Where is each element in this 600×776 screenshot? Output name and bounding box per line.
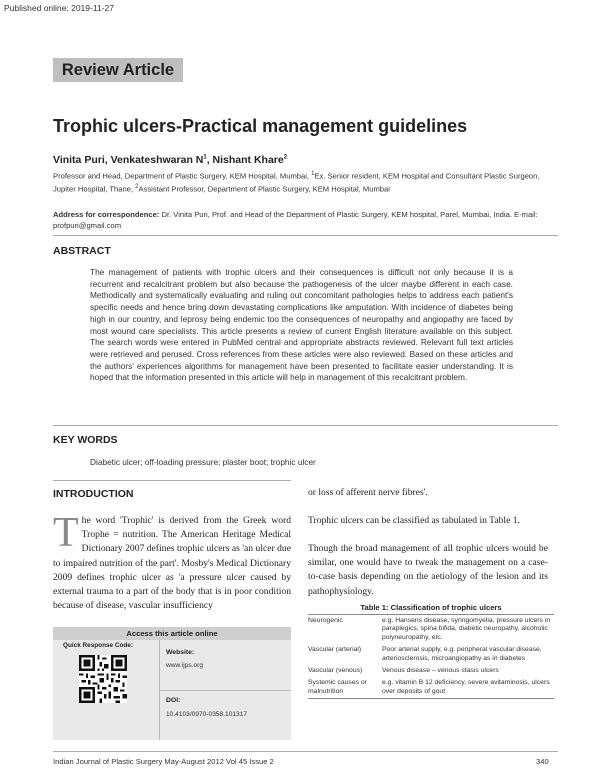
keywords-text: Diabetic ulcer; off-loading pressure; plaster boot; trophic ulcer: [90, 457, 316, 467]
intro-paragraph-1: [53, 510, 291, 613]
intro-paragraph-1-continued: or loss of afferent nerve fibres'.: [308, 487, 428, 498]
website-label: Website:: [166, 649, 195, 656]
drop-cap: T: [53, 510, 79, 556]
address-text: Dr. Vinita Puri, Prof. and Head of the Department of Plastic Surgery, KEM hospital, Parel, Mumbai, India. E-mail: profpuri@gmail.com: [53, 210, 538, 231]
classification-table: [308, 614, 554, 699]
access-box: [53, 627, 291, 740]
table-row: [308, 677, 554, 698]
divider: [53, 425, 558, 426]
table-cell-type: Vascular (arterial): [308, 646, 362, 654]
intro-p1-text: he word 'Trophic' is derived from the Greek word Trophe = nutrition. The American Heritage Medical Dictionary 2007 defines trophic ulcers as 'an ulcer due to impaired nutrition of the part'. Mosby's Medical Dictionary 2009 defines trophic ulcer as 'a pressure ulcer caused by external trauma to a part of the body that is in poor condition because of disease, vascular insufficiency: [53, 515, 291, 612]
table-row: [308, 665, 554, 677]
box-divider-horizontal: [159, 690, 291, 691]
table-cell-example: Poor arterial supply, e.g. peripheral vascular disease, arteriosclerosis, microangiopathy as in diabetes: [382, 646, 542, 662]
article-title: Trophic ulcers-Practical management guidelines: [53, 116, 468, 136]
author-3-sup: 2: [283, 154, 288, 161]
abstract-text: The management of patients with trophic ulcers and their consequences is difficult not only because it is a recurrent and recalcitrant problem but also because the pathogenesis of the ulcer maybe different in each case. Methodically and systematically evaluating and ruling out concomitant pathologies helps to address each patient's specific needs and hence bring down devastating complications like amputation. With incidence of diabetes being high in our country, and leprosy being endemic too the consequences of neuropathy and angiopathy are faced by most wound care specialists. This article presents a review of current English literature available on this subject. The search words were entered in PubMed central and appropriate abstracts reviewed. Relevant full text articles were retrieved and perused. Cross references from these articles were also reviewed. Based on these articles and the authors' experiences algorithms for management have been presented to facilitate easier understanding. It is hoped that the information presented in this article will help in management of this recalcitrant problem.: [90, 267, 513, 383]
page-number: 340: [536, 757, 549, 766]
divider: [53, 235, 558, 236]
table-cell-example: Venous disease – venous stasis ulcers: [382, 667, 499, 675]
divider: [53, 480, 291, 481]
author-2-sup: 1: [203, 154, 207, 161]
affil-part-3: Assistant Professor, Department of Plastic Surgery, KEM Hospital, Mumbai: [138, 184, 390, 194]
table-cell-type: Neurogenic: [308, 617, 343, 624]
introduction-heading: INTRODUCTION: [53, 488, 134, 500]
qr-label: Quick Response Code:: [63, 642, 133, 649]
table-cell-type: Vascular (venous): [308, 667, 363, 675]
table-title: Table 1: Classification of trophic ulcers: [360, 603, 502, 612]
affiliations: [53, 169, 558, 195]
abstract-heading: ABSTRACT: [53, 245, 111, 257]
affil-part-1: Professor and Head, Department of Plastic Surgery, KEM Hospital, Mumbai,: [53, 171, 312, 181]
intro-paragraph-2: Trophic ulcers can be classified as tabulated in Table 1.: [308, 515, 520, 526]
footer-divider: [53, 751, 558, 752]
affil-sup-2: 2: [135, 183, 139, 190]
qr-code-icon[interactable]: [79, 655, 127, 703]
affil-part-2: Ex. Senior resident, KEM Hospital and Consultant Plastic Surgeon, Jupiter Hospital, Thane,: [53, 171, 540, 194]
address-label: Address for correspondence:: [53, 210, 160, 219]
table-row: [308, 615, 554, 644]
table-cell-example: e.g. Hansens disease, syringomyelia, pressure ulcers in paraplegics, spina bifida, diabetic neuropathy, alcoholic polyneuropathy, etc.: [382, 617, 551, 641]
intro-paragraph-3: Though the broad management of all trophic ulcers would be similar, one would have to tweak the management on a case-to-case basis depending on the aetiology of the lesion and its pathophysiology.: [308, 543, 548, 597]
keywords-heading: KEY WORDS: [53, 434, 118, 446]
doi-label: DOI:: [166, 697, 181, 704]
article-type-badge: Review Article: [53, 58, 183, 82]
affil-sup-1: 1: [311, 171, 315, 177]
table-row: [308, 644, 554, 665]
authors: [53, 154, 287, 166]
table-cell-example: e.g. vitamin B 12 deficiency, severe avitaminosis, ulcers over deposits of gout: [382, 679, 550, 695]
doi-link[interactable]: 10.4103/0970-0358.101317: [166, 711, 248, 718]
access-heading: Access this article online: [53, 627, 291, 640]
table-cell-type: Systemic causes or malnutrition: [308, 679, 367, 695]
journal-footer: Indian Journal of Plastic Surgery May-August 2012 Vol 45 Issue 2: [53, 757, 274, 766]
website-link[interactable]: www.ijps.org: [166, 662, 204, 669]
author-1-2: Vinita Puri, Venkateshwaran N: [53, 154, 204, 166]
correspondence-address: [53, 209, 558, 232]
author-3: , Nishant Khare: [206, 154, 284, 166]
published-date: Published online: 2019-11-27: [4, 3, 114, 13]
